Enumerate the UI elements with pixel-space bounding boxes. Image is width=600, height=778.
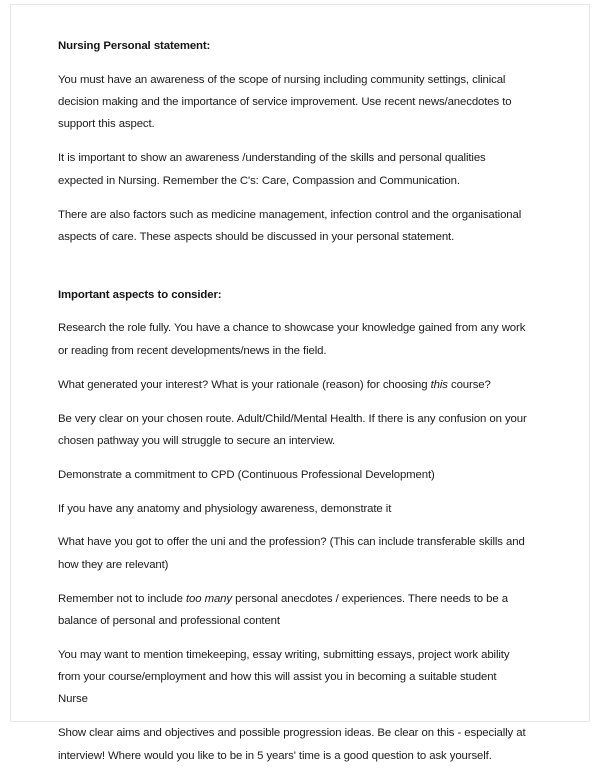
document-page [10,4,590,762]
paragraph-scope-of-nursing: You must have an awareness of the scope of nursing including community settings, clinical decision making and the importance of service improvement. Use recent news/anecdotes to support this aspect. [58,73,512,131]
text-before: Research the role fully. You have a chance to showcase your knowledge gained from any work or reading from recent developments/news in the field. [58,322,526,357]
text-before: Show clear aims and objectives and possible progression ideas. Be clear on this - especially at interview! Where would you like to be in 5 years' time is a good question to ask yourself. [58,727,526,762]
text-before: If you have any anatomy and physiology awareness, demonstrate it [58,502,392,515]
text-after: course? [447,378,491,391]
text-before: Be very clear on your chosen route. Adult/Child/Mental Health. If there is any confusion on your chosen pathway you will struggle to secure an interview. [58,412,527,447]
paragraph-chosen-route [58,408,528,453]
paragraph-generated-interest [58,374,528,396]
text-before: What generated your interest? What is your rationale (reason) for choosing [58,378,431,391]
text-before: Demonstrate a commitment to CPD (Continuous Professional Development) [58,468,435,481]
paragraph-anatomy-physiology [58,498,528,520]
section-spacer [58,260,528,288]
text-before: What have you got to offer the uni and the profession? (This can include transferable skills and how they are relevant) [58,536,525,571]
paragraph-aims-objectives [58,722,528,767]
document-body [58,39,528,778]
paragraph-research-role [58,317,528,362]
paragraph-too-many-anecdotes [58,588,528,633]
text-before: You may want to mention timekeeping, essay writing, submitting essays, project work ability from your course/employment and how this will assist you in becoming a suitable student Nurse [58,648,510,706]
paragraph-timekeeping [58,644,528,711]
paragraph-cpd-commitment [58,464,528,486]
text-italic: this [430,378,448,391]
paragraph-medicine-management: There are also factors such as medicine management, infection control and the organisational aspects of care. These aspects should be discussed in your personal statement. [58,208,522,243]
text-before: Remember not to include [58,592,186,605]
heading-important-aspects: Important aspects to consider: [58,288,222,301]
text-after: personal anecdotes / experiences. There needs to be a balance of personal and professional content [58,592,508,627]
paragraph-skills-and-qualities: It is important to show an awareness /understanding of the skills and personal qualities expected in Nursing. Remember the C's: Care, Compassion and Communication. [58,152,486,187]
text-italic: too many [185,592,232,605]
paragraph-offer-to-uni [58,531,528,576]
heading-nursing-personal-statement: Nursing Personal statement: [58,40,211,52]
